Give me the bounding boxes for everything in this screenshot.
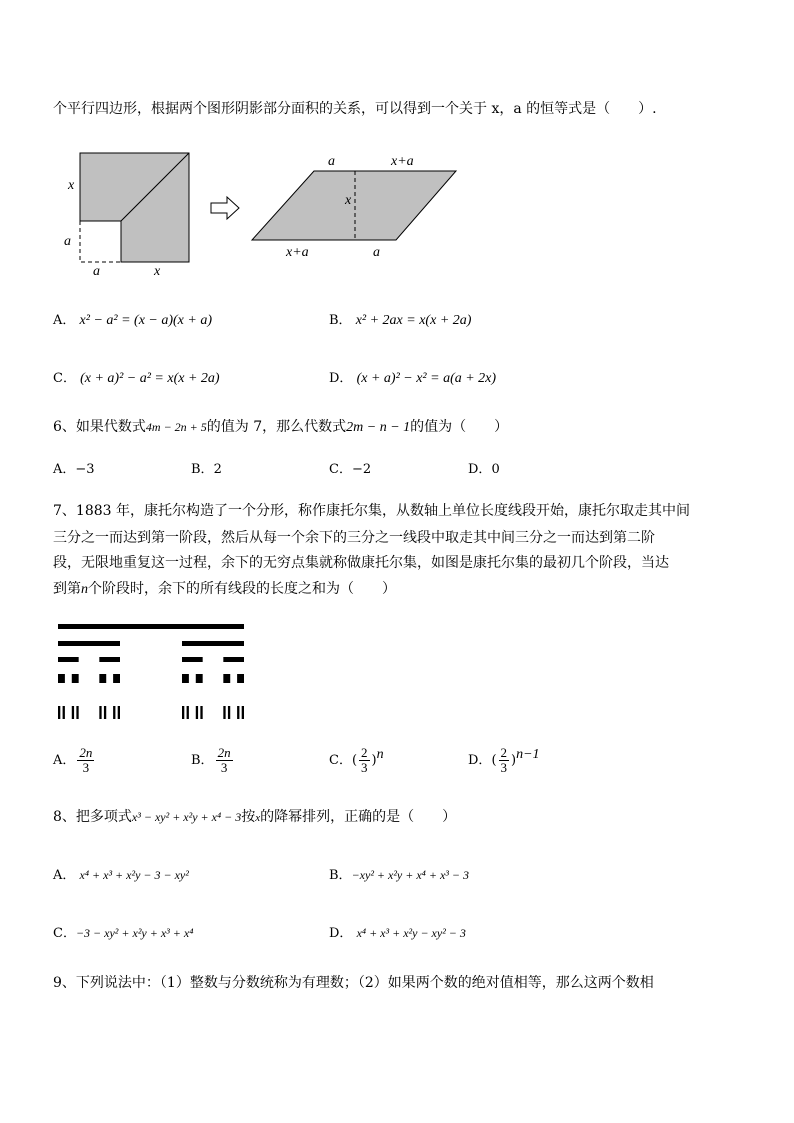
cantor-segment [58,624,244,629]
para-label-bottom-a: a [373,245,380,260]
cantor-segment [196,706,198,719]
cantor-segment [196,674,203,683]
cantor-segment [242,706,244,719]
q6-stem: 6、如果代数式4m − 2n + 5的值为 7，那么代数式2m − n − 1的值为（ ） [53,419,509,435]
q5-option-d: D． (x + a)² − x² = a(a + 2x) [329,371,497,386]
cantor-segment [76,706,78,719]
cantor-segment [99,706,101,719]
cantor-segment [58,657,79,662]
q7-option-c: C．( $\frac{2}{3}$ )$^n$ [329,745,384,775]
q8-option-b: B．−xy² + x²y + x⁴ + x³ − 3 [329,868,469,883]
q8-option-a: A． x⁴ + x³ + x²y − 3 − xy² [53,868,189,883]
q5-option-c: C． (x + a)² − a² = x(x + 2a) [53,371,220,386]
cantor-segment [182,674,189,683]
sq-label-a-bottom: a [93,264,100,279]
cantor-segment [113,674,120,683]
cantor-segment [182,706,184,719]
sq-label-a-left: a [64,234,71,249]
cantor-segment [200,706,202,719]
q6-option-b: B．2 [191,462,222,477]
q7-option-b: B． $\frac{2n}{3}$ [191,745,231,775]
cantor-segment [237,706,239,719]
cantor-segment [113,706,115,719]
q9-line-1: 9、下列说法中：（1）整数与分数统称为有理数；（2）如果两个数的绝对值相等，那么这两个数相 [53,975,654,991]
q5-figure [0,0,794,300]
cantor-segment [63,706,65,719]
cantor-segment [182,657,203,662]
q6-option-d: D．0 [468,462,500,477]
parallelogram-shape [252,171,456,240]
q7-line-3: 段，无限地重复这一过程，余下的无穷点集就称做康托尔集，如图是康托尔集的最初几个阶段，当达 [53,555,669,571]
right-arrow-icon [211,197,239,219]
cantor-segment [187,706,189,719]
cantor-segment [223,657,244,662]
cantor-segment [58,641,120,646]
cantor-set-figure [57,622,257,727]
para-label-bottom-xa: x+a [286,245,309,260]
cantor-segment [182,641,244,646]
q8-option-d: D． x⁴ + x³ + x²y − xy² − 3 [329,926,466,941]
q7-option-d: D．( $\frac{2}{3}$ )$^{n-1}$ [468,745,540,775]
sq-label-x-bottom: x [154,264,161,279]
cantor-segment [99,657,120,662]
para-label-top-xa: x+a [391,154,414,169]
cantor-segment [104,706,106,719]
cantor-segment [118,706,120,719]
q7-line-4: 到第n个阶段时，余下的所有线段的长度之和为（ ） [53,581,396,597]
q7-line-1: 7、1883 年，康托尔构造了一个分形，称作康托尔集，从数轴上单位长度线段开始，康托尔取走其中间 [53,503,690,519]
para-label-mid-x: x [345,193,352,208]
q6-option-a: A．−3 [53,462,95,477]
q6-option-c: C．−2 [329,462,372,477]
cantor-segment [237,674,244,683]
cantor-segment [223,706,225,719]
sq-label-x-left: x [68,178,75,193]
q8-stem: 8、把多项式x³ − xy² + x²y + x⁴ − 3按x的降幂排列，正确的是（ ） [53,809,457,825]
q5-option-b: B． x² + 2ax = x(x + 2a) [329,313,472,328]
cantor-segment [72,706,74,719]
q8-option-c: C．−3 − xy² + x²y + x³ + x⁴ [53,926,194,941]
cantor-segment [99,674,106,683]
q7-option-a: A． $\frac{2n}{3}$ [53,745,93,775]
cantor-segment [223,674,230,683]
cantor-segment [58,674,65,683]
cantor-segment [58,706,60,719]
q5-option-a: A． x² − a² = (x − a)(x + a) [53,313,213,328]
q7-line-2: 三分之一而达到第一阶段，然后从每一个余下的三分之一线段中取走其中间三分之一而达到第二阶 [53,530,655,546]
cantor-segment [228,706,230,719]
para-label-top-a: a [328,154,335,169]
q5-stem: 个平行四边形，根据两个图形阴影部分面积的关系，可以得到一个关于 x，a 的恒等式是（ ）. [53,101,657,117]
cantor-segment [72,674,79,683]
square-dashed-corner [80,221,121,262]
